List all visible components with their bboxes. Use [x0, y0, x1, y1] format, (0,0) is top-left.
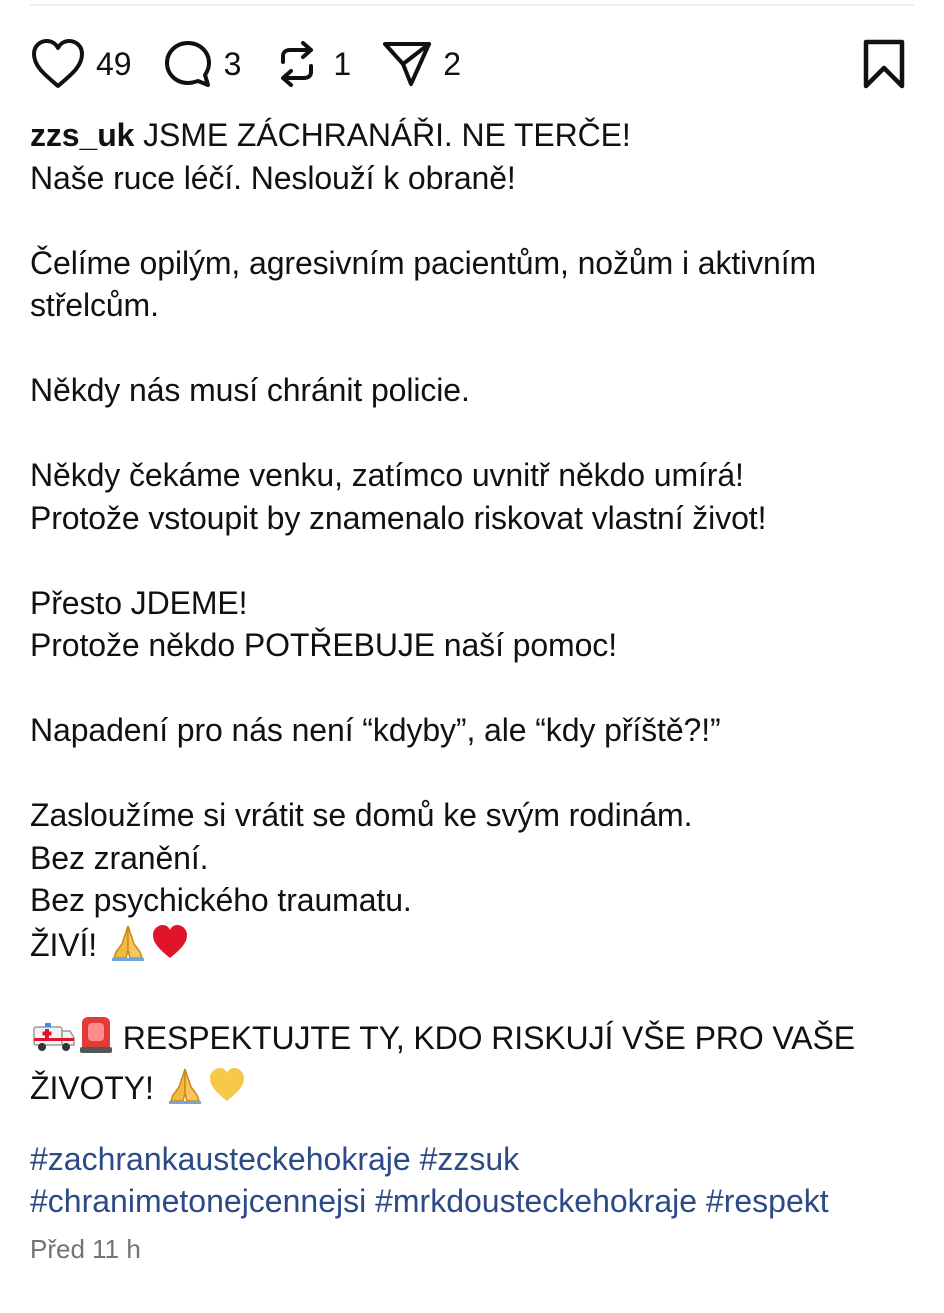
caption-text: ŽIVOTY!	[30, 1070, 154, 1106]
post-action-bar	[30, 36, 914, 92]
paragraph-gap	[30, 199, 920, 242]
repost-button[interactable]	[271, 38, 351, 90]
bookmark-icon	[860, 77, 908, 94]
hashtag-link[interactable]: #chranimetonejcennejsi	[30, 1183, 367, 1219]
hashtag-list	[30, 1138, 930, 1222]
like-button[interactable]	[30, 38, 132, 90]
comment-count: 3	[223, 45, 242, 82]
paper-plane-icon	[381, 38, 433, 90]
save-button[interactable]	[860, 38, 908, 95]
hashtag-link[interactable]: #mrkdousteckehokraje	[375, 1183, 698, 1219]
caption-line: Někdy nás musí chránit policie.	[30, 372, 470, 408]
caption-line	[30, 1015, 920, 1066]
paragraph-gap	[30, 667, 920, 710]
caption-line	[30, 114, 920, 157]
paragraph-gap	[30, 972, 920, 1015]
share-button[interactable]	[381, 38, 461, 90]
caption-line: střelcům.	[30, 287, 159, 323]
hashtag-link[interactable]: #respekt	[705, 1183, 829, 1219]
post-caption	[30, 114, 920, 1116]
share-count: 2	[443, 45, 461, 82]
caption-line: Zasloužíme si vrátit se domů ke svým rodinám.	[30, 797, 693, 833]
caption-line: Někdy čekáme venku, zatímco uvnitř někdo umírá!	[30, 457, 744, 493]
post-timestamp: Před 11 h	[30, 1234, 141, 1264]
paragraph-gap	[30, 412, 920, 455]
caption-text: ŽIVÍ!	[30, 926, 98, 963]
username-link[interactable]: zzs_uk	[30, 117, 135, 153]
comment-bubble-icon	[162, 38, 214, 90]
caption-line	[30, 1065, 920, 1116]
comment-button[interactable]	[162, 38, 242, 90]
yellow-heart-icon	[207, 1065, 247, 1116]
caption-line: Bez psychického traumatu.	[30, 882, 412, 918]
caption-line: Protože někdo POTŘEBUJE naší pomoc!	[30, 627, 617, 663]
paragraph-gap	[30, 327, 920, 370]
repost-icon	[271, 38, 323, 90]
paragraph-gap	[30, 539, 920, 582]
police-light-icon	[78, 1015, 114, 1066]
paragraph-gap	[30, 752, 920, 795]
like-count: 49	[96, 45, 132, 82]
folded-hands-icon	[108, 922, 148, 973]
caption-text: RESPEKTUJTE TY, KDO RISKUJÍ VŠE PRO VAŠE	[122, 1019, 856, 1056]
red-heart-icon	[150, 922, 190, 973]
top-divider	[30, 4, 914, 6]
caption-line: Bez zranění.	[30, 839, 209, 876]
hashtag-link[interactable]: #zachrankausteckehokraje	[30, 1141, 411, 1177]
caption-line: Čelíme opilým, agresivním pacientům, nožům i aktivním	[30, 244, 817, 281]
caption-line: Napadení pro nás není “kdyby”, ale “kdy příště?!”	[30, 712, 721, 748]
hashtag-link[interactable]: #zzsuk	[419, 1141, 520, 1177]
caption-text: JSME ZÁCHRANÁŘI. NE TERČE!	[143, 117, 631, 153]
heart-icon	[30, 38, 86, 90]
folded-hands-icon	[165, 1065, 205, 1116]
caption-line: Přesto JDEME!	[30, 584, 248, 621]
repost-count: 1	[333, 45, 352, 82]
caption-line: Naše ruce léčí. Neslouží k obraně!	[30, 159, 516, 196]
ambulance-icon	[32, 1015, 76, 1066]
caption-line	[30, 922, 920, 973]
caption-line: Protože vstoupit by znamenalo riskovat vlastní život!	[30, 499, 767, 536]
